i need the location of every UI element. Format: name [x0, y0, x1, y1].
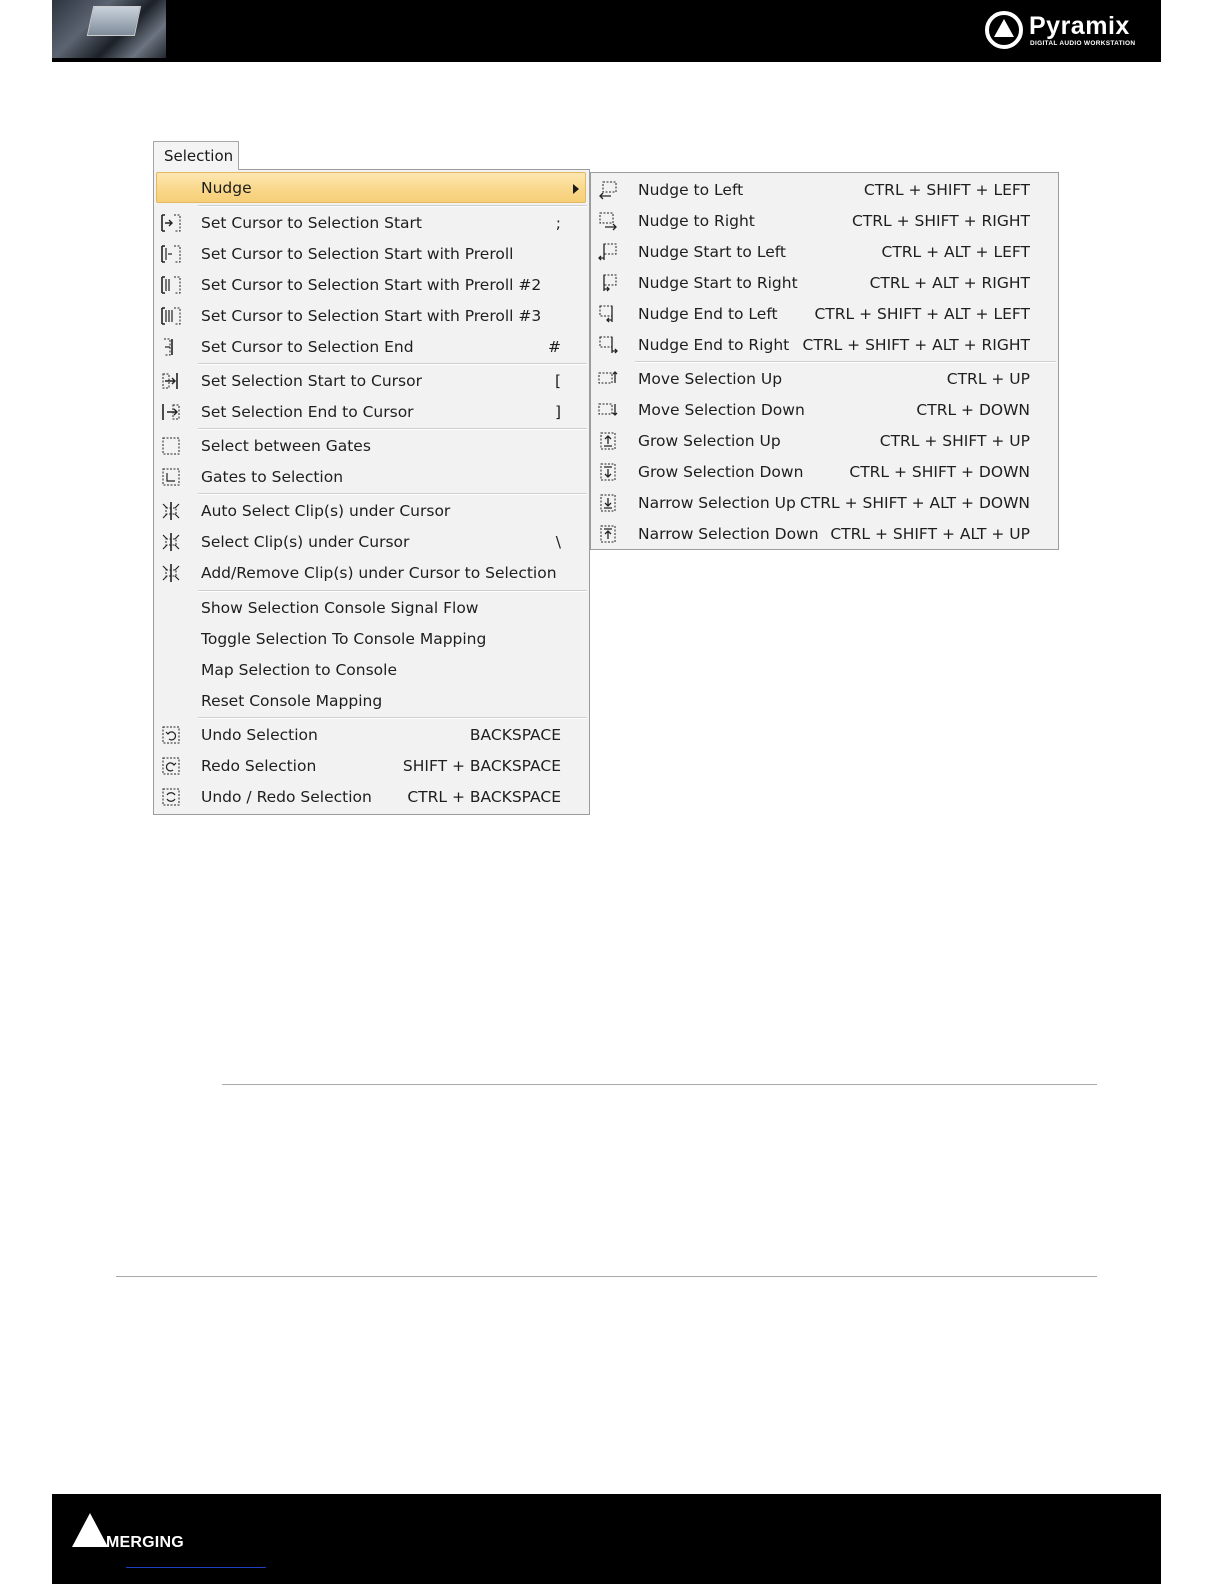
page-header-banner	[52, 0, 1161, 62]
submenu-item-narrow-selection-up[interactable]	[591, 488, 1058, 518]
nudge-start-left-icon	[597, 242, 619, 262]
selection-end-to-cursor-icon	[160, 402, 182, 422]
menu-item-add-remove-clips-under-cursor[interactable]	[154, 558, 589, 588]
submenu-item-shortcut: CTRL + SHIFT + DOWN	[849, 463, 1030, 481]
submenu-item-label: Move Selection Up	[638, 370, 783, 388]
menu-item-label: Set Cursor to Selection Start with Preroll #3	[201, 307, 542, 325]
submenu-item-grow-selection-down[interactable]	[591, 457, 1058, 487]
menu-separator	[198, 590, 587, 592]
menu-item-auto-select-clips-under-cursor[interactable]	[154, 496, 589, 526]
menu-item-label: Undo / Redo Selection	[201, 788, 372, 806]
submenu-item-label: Move Selection Down	[638, 401, 805, 419]
menu-item-label: Select between Gates	[201, 437, 371, 455]
submenu-item-shortcut: CTRL + ALT + LEFT	[881, 243, 1030, 261]
menu-item-undo-redo-selection[interactable]	[154, 782, 589, 812]
menu-separator	[198, 493, 587, 495]
nudge-end-right-icon	[597, 335, 619, 355]
nudge-submenu	[590, 172, 1059, 550]
submenu-item-nudge-start-to-right[interactable]	[591, 268, 1058, 298]
submenu-item-narrow-selection-down[interactable]	[591, 519, 1058, 549]
submenu-item-shortcut: CTRL + DOWN	[916, 401, 1030, 419]
submenu-arrow-icon	[573, 184, 579, 194]
submenu-item-move-selection-up[interactable]	[591, 364, 1058, 394]
submenu-item-shortcut: CTRL + ALT + RIGHT	[869, 274, 1030, 292]
select-clips-icon	[160, 532, 182, 552]
cursor-to-start-preroll-3-icon	[160, 306, 182, 326]
submenu-item-shortcut: CTRL + SHIFT + ALT + DOWN	[799, 494, 1030, 512]
menu-item-label: Set Cursor to Selection Start with Preroll	[201, 245, 514, 263]
menu-item-label: Add/Remove Clip(s) under Cursor to Selection	[201, 564, 557, 582]
undo-redo-selection-icon	[160, 787, 182, 807]
submenu-item-nudge-end-to-right[interactable]	[591, 330, 1058, 360]
menu-item-shortcut: CTRL + BACKSPACE	[407, 788, 561, 806]
menu-item-shortcut: BACKSPACE	[469, 726, 561, 744]
submenu-item-move-selection-down[interactable]	[591, 395, 1058, 425]
menu-item-label: Undo Selection	[201, 726, 318, 744]
horizontal-rule	[116, 1276, 1097, 1277]
menu-item-label: Select Clip(s) under Cursor	[201, 533, 410, 551]
menu-item-label: Set Cursor to Selection End	[201, 338, 414, 356]
menu-item-show-selection-console-signal-flow[interactable]	[154, 593, 589, 623]
product-subtitle: DIGITAL AUDIO WORKSTATION	[1030, 40, 1136, 47]
submenu-item-label: Narrow Selection Up	[638, 494, 796, 512]
submenu-item-nudge-to-right[interactable]	[591, 206, 1058, 236]
menu-item-nudge[interactable]	[154, 173, 589, 203]
submenu-item-shortcut: CTRL + SHIFT + RIGHT	[851, 212, 1030, 230]
menu-item-label: Map Selection to Console	[201, 661, 398, 679]
menu-item-undo-selection[interactable]	[154, 720, 589, 750]
menu-separator	[198, 717, 587, 719]
menu-item-set-cursor-to-selection-start-with-preroll-2[interactable]	[154, 270, 589, 300]
submenu-separator	[635, 361, 1056, 363]
menu-item-label: Show Selection Console Signal Flow	[201, 599, 479, 617]
submenu-item-shortcut: CTRL + SHIFT + ALT + UP	[830, 525, 1030, 543]
merging-logo-icon	[70, 1511, 110, 1549]
submenu-item-shortcut: CTRL + SHIFT + ALT + RIGHT	[802, 336, 1030, 354]
move-selection-up-icon	[597, 369, 619, 389]
submenu-item-label: Nudge Start to Left	[638, 243, 786, 261]
submenu-item-label: Nudge to Left	[638, 181, 744, 199]
cursor-to-start-preroll-2-icon	[160, 275, 182, 295]
submenu-item-label: Nudge Start to Right	[638, 274, 798, 292]
menu-item-shortcut: \	[555, 533, 561, 551]
grow-selection-down-icon	[597, 462, 619, 482]
menu-item-select-clips-under-cursor[interactable]	[154, 527, 589, 557]
submenu-item-label: Nudge End to Right	[638, 336, 790, 354]
menu-item-label: Set Cursor to Selection Start	[201, 214, 422, 232]
select-between-gates-icon	[160, 436, 182, 456]
menu-item-redo-selection[interactable]	[154, 751, 589, 781]
cursor-to-end-icon	[160, 337, 182, 357]
company-name: MERGING	[106, 1534, 184, 1551]
submenu-item-label: Nudge to Right	[638, 212, 755, 230]
product-name: Pyramix	[1029, 12, 1130, 40]
menu-item-label: Set Selection Start to Cursor	[201, 372, 422, 390]
selection-start-to-cursor-icon	[160, 371, 182, 391]
gates-to-selection-icon	[160, 467, 182, 487]
nudge-end-left-icon	[597, 304, 619, 324]
menu-item-select-between-gates[interactable]	[154, 431, 589, 461]
menu-item-shortcut: SHIFT + BACKSPACE	[402, 757, 561, 775]
menu-item-gates-to-selection[interactable]	[154, 462, 589, 492]
cursor-to-start-icon	[160, 213, 182, 233]
submenu-item-shortcut: CTRL + UP	[946, 370, 1030, 388]
menu-item-label: Redo Selection	[201, 757, 317, 775]
footer-link-underline	[126, 1567, 266, 1568]
submenu-item-nudge-end-to-left[interactable]	[591, 299, 1058, 329]
menu-item-reset-console-mapping[interactable]	[154, 686, 589, 716]
menu-item-label: Set Selection End to Cursor	[201, 403, 414, 421]
nudge-right-icon	[597, 211, 619, 231]
menu-item-set-selection-end-to-cursor[interactable]	[154, 397, 589, 427]
menu-item-set-cursor-to-selection-end[interactable]	[154, 332, 589, 362]
menu-tab-selection[interactable]	[153, 141, 239, 170]
redo-selection-icon	[160, 756, 182, 776]
horizontal-rule	[222, 1084, 1097, 1085]
submenu-item-shortcut: CTRL + SHIFT + ALT + LEFT	[814, 305, 1030, 323]
menu-item-set-cursor-to-selection-start-with-preroll-3[interactable]	[154, 301, 589, 331]
menu-item-shortcut: ;	[555, 214, 561, 232]
nudge-left-icon	[597, 180, 619, 200]
submenu-item-grow-selection-up[interactable]	[591, 426, 1058, 456]
undo-selection-icon	[160, 725, 182, 745]
menu-item-toggle-selection-to-console-mapping[interactable]	[154, 624, 589, 654]
submenu-item-shortcut: CTRL + SHIFT + LEFT	[863, 181, 1030, 199]
menu-item-label: Set Cursor to Selection Start with Preroll #2	[201, 276, 542, 294]
menu-item-set-selection-start-to-cursor[interactable]	[154, 366, 589, 396]
menu-item-shortcut: [	[554, 372, 561, 390]
submenu-item-shortcut: CTRL + SHIFT + UP	[879, 432, 1030, 450]
grow-selection-up-icon	[597, 431, 619, 451]
submenu-item-label: Grow Selection Down	[638, 463, 804, 481]
nudge-start-right-icon	[597, 273, 619, 293]
add-remove-clips-icon	[160, 563, 182, 583]
console-photo	[52, 0, 166, 58]
menu-separator	[198, 428, 587, 430]
submenu-item-label: Grow Selection Up	[638, 432, 781, 450]
menu-item-shortcut: #	[548, 338, 561, 356]
submenu-item-nudge-to-left[interactable]	[591, 175, 1058, 205]
menu-separator	[198, 205, 587, 207]
menu-item-label: Gates to Selection	[201, 468, 344, 486]
menu-item-set-cursor-to-selection-start[interactable]	[154, 208, 589, 238]
narrow-selection-down-icon	[597, 524, 619, 544]
menu-item-label: Auto Select Clip(s) under Cursor	[201, 502, 451, 520]
pyramix-logo-icon	[984, 10, 1024, 50]
selection-menu	[153, 169, 590, 815]
menu-tab-label: Selection	[164, 147, 234, 165]
menu-item-map-selection-to-console[interactable]	[154, 655, 589, 685]
menu-item-set-cursor-to-selection-start-with-preroll[interactable]	[154, 239, 589, 269]
auto-select-clips-icon	[160, 501, 182, 521]
narrow-selection-up-icon	[597, 493, 619, 513]
submenu-item-nudge-start-to-left[interactable]	[591, 237, 1058, 267]
menu-item-label: Nudge	[201, 179, 252, 197]
submenu-item-label: Narrow Selection Down	[638, 525, 819, 543]
menu-item-label: Reset Console Mapping	[201, 692, 383, 710]
cursor-to-start-preroll-icon	[160, 244, 182, 264]
submenu-item-label: Nudge End to Left	[638, 305, 778, 323]
page-footer-banner	[52, 1494, 1161, 1584]
move-selection-down-icon	[597, 400, 619, 420]
menu-separator	[198, 363, 587, 365]
menu-item-shortcut: ]	[554, 403, 561, 421]
menu-item-label: Toggle Selection To Console Mapping	[201, 630, 487, 648]
